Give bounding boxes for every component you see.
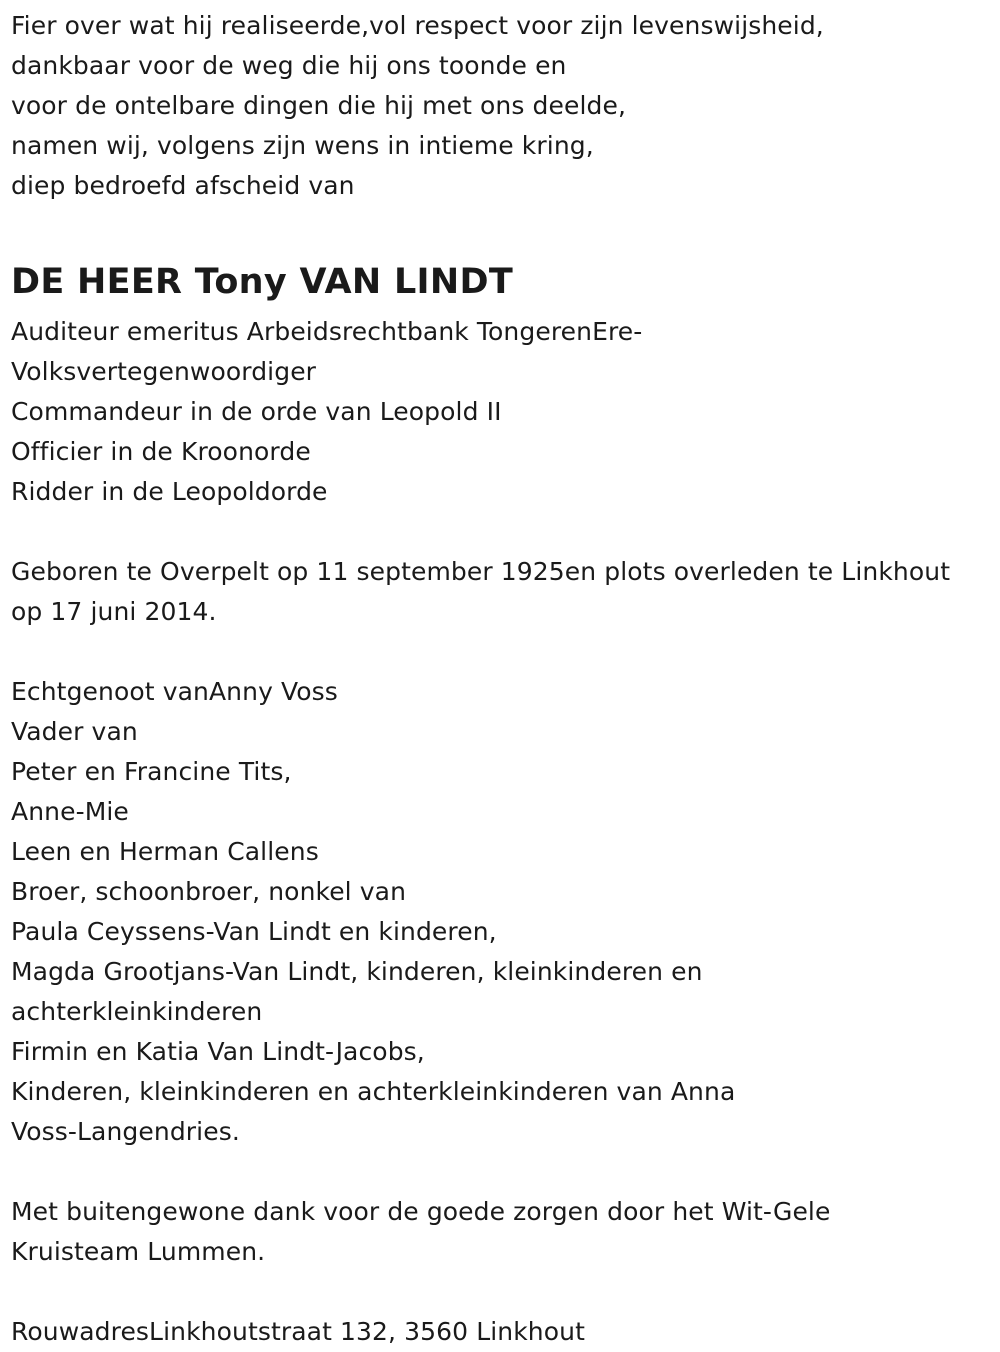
thanks-line: Kruisteam Lummen. bbox=[11, 1237, 266, 1266]
family-list bbox=[11, 672, 996, 1152]
intro-text bbox=[11, 6, 996, 206]
dates-line: Geboren te Overpelt op 11 september 1925en plots overleden te Linkhout bbox=[11, 557, 951, 586]
thanks-text bbox=[11, 1192, 996, 1272]
intro-line: dankbaar voor de weg die hij ons toonde en bbox=[11, 51, 567, 80]
family-line: achterkleinkinderen bbox=[11, 997, 263, 1026]
family-line: Kinderen, kleinkinderen en achterkleinkinderen van Anna bbox=[11, 1077, 736, 1106]
spacer bbox=[11, 512, 996, 552]
birth-death-dates bbox=[11, 552, 996, 632]
title-line: Auditeur emeritus Arbeidsrechtbank TongerenEre- bbox=[11, 317, 643, 346]
title-line: Volksvertegenwoordiger bbox=[11, 357, 317, 386]
intro-line: namen wij, volgens zijn wens in intieme kring, bbox=[11, 131, 594, 160]
family-line: Broer, schoonbroer, nonkel van bbox=[11, 877, 407, 906]
family-line: Peter en Francine Tits, bbox=[11, 757, 292, 786]
intro-line: voor de ontelbare dingen die hij met ons deelde, bbox=[11, 91, 627, 120]
intro-line: Fier over wat hij realiseerde,vol respect voor zijn levenswijsheid, bbox=[11, 11, 824, 40]
title-line: Officier in de Kroonorde bbox=[11, 437, 311, 466]
family-line: Paula Ceyssens-Van Lindt en kinderen, bbox=[11, 917, 497, 946]
family-line: Voss-Langendries. bbox=[11, 1117, 240, 1146]
title-line: Ridder in de Leopoldorde bbox=[11, 477, 328, 506]
deceased-name: DE HEER Tony VAN LINDT bbox=[11, 262, 514, 302]
title-line: Commandeur in de orde van Leopold II bbox=[11, 397, 502, 426]
intro-line: diep bedroefd afscheid van bbox=[11, 171, 355, 200]
family-line: Magda Grootjans-Van Lindt, kinderen, kleinkinderen en bbox=[11, 957, 703, 986]
spacer bbox=[11, 1272, 996, 1312]
spacer bbox=[11, 632, 996, 672]
family-line: Leen en Herman Callens bbox=[11, 837, 319, 866]
family-line: Anne-Mie bbox=[11, 797, 129, 826]
dates-line: op 17 juni 2014. bbox=[11, 597, 217, 626]
spacer bbox=[11, 1152, 996, 1192]
family-line: Vader van bbox=[11, 717, 138, 746]
obituary-notice bbox=[11, 6, 996, 1352]
deceased-titles bbox=[11, 312, 996, 512]
family-line: Firmin en Katia Van Lindt-Jacobs, bbox=[11, 1037, 425, 1066]
mourning-address: RouwadresLinkhoutstraat 132, 3560 Linkhout bbox=[11, 1317, 585, 1346]
thanks-line: Met buitengewone dank voor de goede zorgen door het Wit-Gele bbox=[11, 1197, 831, 1226]
family-line: Echtgenoot vanAnny Voss bbox=[11, 677, 338, 706]
